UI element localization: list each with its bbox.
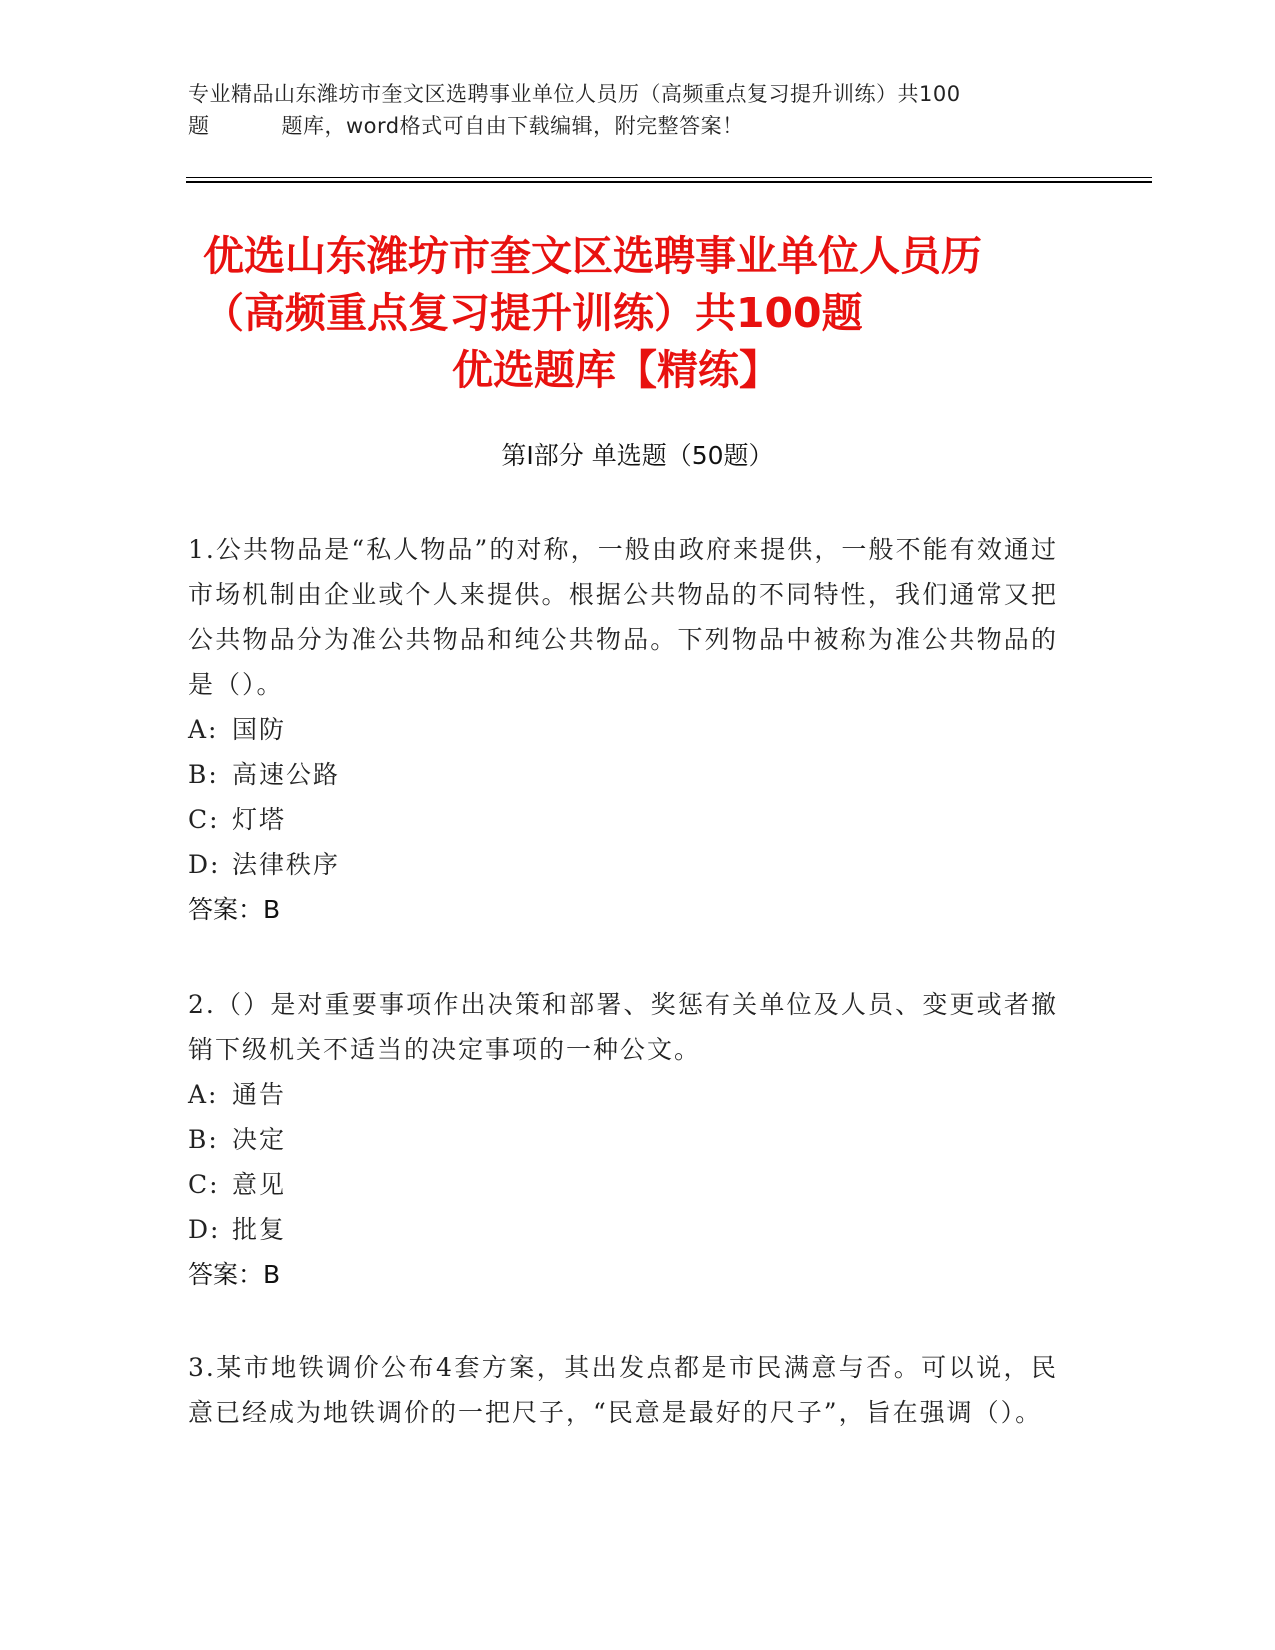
section-title: 第Ⅰ部分 单选题（50题） <box>501 441 774 470</box>
question-1 <box>188 527 1058 932</box>
option-c <box>188 1162 1058 1207</box>
option-a <box>188 707 1058 752</box>
option-label: C: <box>188 1170 220 1199</box>
title-line2: （高频重点复习提升训练）共100题 <box>203 289 863 337</box>
option-text: 意见 <box>232 1170 287 1199</box>
title-line3: 优选题库【精练】 <box>452 346 780 394</box>
option-text: 国防 <box>232 715 287 744</box>
option-label: A: <box>188 715 219 744</box>
option-label: C: <box>188 805 220 834</box>
question-2 <box>188 982 1058 1297</box>
option-label: D: <box>188 850 221 879</box>
header-text-line1: 专业精品山东潍坊市奎文区选聘事业单位人员历（高频重点复习提升训练）共100 <box>188 82 961 106</box>
question-stem: 1.公共物品是“私人物品”的对称，一般由政府来提供，一般不能有效通过市场机制由企业或个人来提供。根据公共物品的不同特性，我们通常又把公共物品分为准公共物品和纯公共物品。下列物品中被称为准公共物品的是（）。 <box>188 535 1058 699</box>
option-label: B: <box>188 1125 219 1154</box>
answer-line: 答案：B <box>188 895 281 924</box>
option-text: 灯塔 <box>232 805 287 834</box>
option-text: 高速公路 <box>232 760 341 789</box>
option-text: 批复 <box>232 1215 287 1244</box>
option-label: D: <box>188 1215 221 1244</box>
header-text-line2-start: 题 <box>188 114 210 138</box>
option-text: 通告 <box>232 1080 287 1109</box>
header-divider-thin <box>186 177 1152 178</box>
option-b <box>188 752 1058 797</box>
option-label: B: <box>188 760 219 789</box>
option-d <box>188 1207 1058 1252</box>
header-text-line2 <box>188 110 744 140</box>
option-b <box>188 1117 1058 1162</box>
option-label: A: <box>188 1080 219 1109</box>
answer-line: 答案：B <box>188 1260 281 1289</box>
title-line1: 优选山东潍坊市奎文区选聘事业单位人员历 <box>203 232 982 280</box>
header-text-line2-rest: 题库，word格式可自由下载编辑，附完整答案！ <box>281 114 744 138</box>
option-d <box>188 842 1058 887</box>
option-c <box>188 797 1058 842</box>
header-divider-thick <box>186 181 1152 183</box>
option-text: 法律秩序 <box>232 850 341 879</box>
option-a <box>188 1072 1058 1117</box>
question-stem: 3.某市地铁调价公布4套方案，其出发点都是市民满意与否。可以说，民意已经成为地铁调价的一把尺子，“民意是最好的尺子”，旨在强调（）。 <box>188 1353 1058 1427</box>
question-stem: 2.（）是对重要事项作出决策和部署、奖惩有关单位及人员、变更或者撤销下级机关不适当的决定事项的一种公文。 <box>188 990 1058 1064</box>
question-3 <box>188 1345 1058 1435</box>
option-text: 决定 <box>232 1125 287 1154</box>
